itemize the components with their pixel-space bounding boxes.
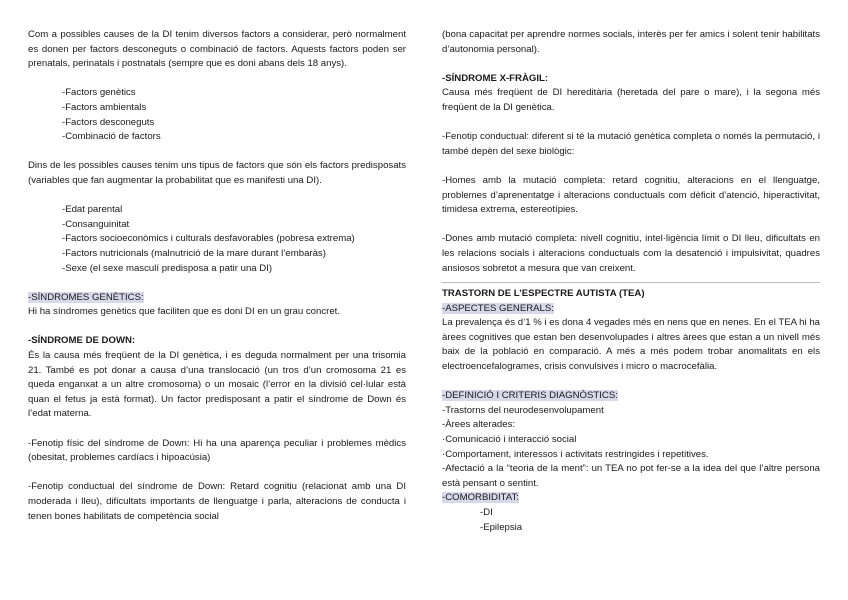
general-text: La prevalença és d’1 % i es dona 4 vegades més en nens que en nenes. En el TEA hi ha àrees cognitives que estan ben desenvolupades i altres àrees que estan a un nivell més baix de la població en comparació. A més a més podem trobar anomalitats en els electroencefalogrames, crisis convulsives i micro o macrocefàlia. [442,317,820,373]
xfragil-phenotype: -Fenotip conductual: diferent si té la mutació genètica completa o només la permutació, i també depèn del sexe biològic: [442,131,820,157]
definition-heading: -DEFINICIÓ I CRITERIS DIAGNÒSTICS: [442,390,618,402]
left-column [28,28,406,524]
list-item: -Factors ambientals [62,101,147,113]
down-behavioral: -Fenotip conductual del síndrome de Down: Retard cognitiu (relacionat amb una DI moderada i lleu), dificultats importants de llenguatge i parla, alteracions de conducta i tenen bones habilitats de competència social [28,481,406,522]
xfragil-heading: -SÍNDROME X-FRÀGIL: [442,72,549,84]
list-item: -Factors nutricionals (malnutrició de la mare durant l’embaràs) [62,247,326,259]
section-divider [442,282,820,283]
list-item: ·Comportament, interessos i activitats restringides i repetitives. [442,448,709,460]
list-item: -Edat parental [62,204,123,216]
list-item: -Consanguinitat [62,218,130,230]
down-physical: -Fenotip físic del síndrome de Down: Hi ha una aparença peculiar i problemes mèdics (obesitat, problemes cardíacs i hipoacúsia) [28,437,406,464]
right-column [442,28,820,535]
predisposing-intro: Dins de les possibles causes tenim uns tipus de factors que són els factors predisposats (variables que fan augmentar la probabilitat que es manifesti una DI). [28,160,406,186]
list-item: -Epilepsia [480,521,523,533]
list-item: -Combinació de factors [62,131,161,143]
intro-paragraph: Com a possibles causes de la DI tenim diversos factors a considerar, però normalment es donen per factors desconeguts o combinació de factors. Aquests factors poden ser prenatals, perinatals i postnatals (sempre que es doni abans dels 18 anys). [28,29,406,70]
men-text: -Homes amb la mutació completa: retard cognitiu, alteracions en el llenguatge, problemes d’aprenentatge i alteracions conductuals com dèficit d’atenció, hiperactivitat, timidesa extrema, estereotípies. [442,174,820,216]
factors-list [28,86,406,144]
down-text: És la causa més freqüent de la DI genètica, i es deguda normalment per una trisomia 21. També es pot donar a causa d’una translocació (un tros d’un cromosoma 21 es queda enganxat a un altre cromosoma) o un mosaic (l’error en la divisió cel·lular està quan el fetus ja està format). Un factor predisposant a patir el síndrome de Down és l’edat materna. [28,350,406,420]
list-item: -Àrees alterades: [442,419,516,431]
list-item: -Factors genètics [62,87,136,99]
list-item: -Factors socioeconòmics i culturals desfavorables (pobresa extrema) [62,233,355,245]
list-item: ·Comunicació i interacció social [442,434,577,446]
list-item: -Factors desconeguts [62,116,155,128]
women-text: -Dones amb mutació completa: nivell cognitiu, intel·ligència límit o DI lleu, dificultats en les relacions socials i alteracions conductuals com la desatenció i impulsivitat, quadres ansiosos sobretot a mesura que van creixent. [442,233,820,274]
general-heading: -ASPECTES GENERALS: [442,302,554,314]
tea-heading: TRASTORN DE L’ESPECTRE AUTISTA (TEA) [442,288,645,300]
genetic-heading: -SÍNDROMES GENÈTICS: [28,291,144,303]
list-item: -Sexe (el sexe masculí predisposa a patir una DI) [62,262,273,274]
list-item: -Trastorns del neurodesenvolupament [442,404,604,416]
list-item: -DI [480,507,493,518]
continuation-text: (bona capacitat per aprendre normes socials, interès per fer amics i solent tenir habilitats d’autonomia personal). [442,29,820,55]
predisposing-list [28,203,406,276]
comorbidity-heading: -COMORBIDITAT: [442,492,519,504]
down-heading: -SÍNDROME DE DOWN: [28,335,136,347]
genetic-text: Hi ha síndromes genètics que faciliten que es doni DI en un grau concret. [28,306,340,318]
afectacio-text: -Afectació a la “teoria de la ment”: un TEA no pot fer-se a la idea del que l’altre persona està pensant o sentint. [442,463,820,489]
comorbidity-list [442,506,820,535]
xfragil-text: Causa més freqüent de DI hereditària (heretada del pare o mare), i la segona més freqüent de la DI genètica. [442,87,820,113]
